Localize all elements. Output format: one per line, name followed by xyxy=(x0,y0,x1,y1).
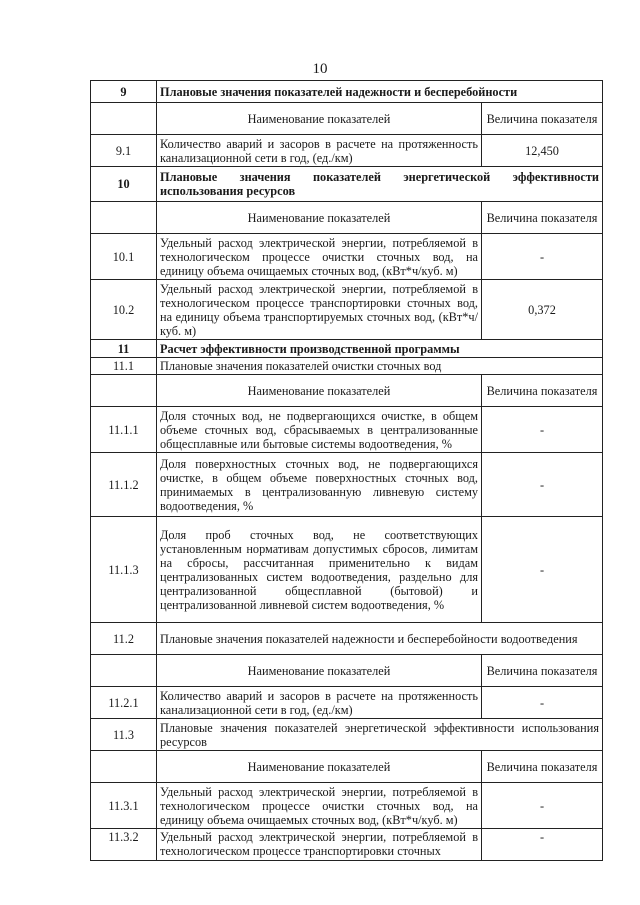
row-number: 11 xyxy=(91,340,157,358)
indicator-name: Удельный расход электрической энергии, потребляемой в технологическом процессе очистки сточных вод, на единицу объема очищаемых сточных вод, (кВт*ч/куб. м) xyxy=(157,234,482,280)
column-header-value: Величина показателя xyxy=(482,103,603,135)
row-number: 10.1 xyxy=(91,234,157,280)
column-header-name: Наименование показателей xyxy=(157,103,482,135)
indicator-value: 0,372 xyxy=(482,280,603,340)
blank-cell xyxy=(91,202,157,234)
column-header-name: Наименование показателей xyxy=(157,375,482,407)
table-row xyxy=(91,234,603,280)
blank-cell xyxy=(91,375,157,407)
blank-cell xyxy=(91,751,157,783)
row-number: 11.1.1 xyxy=(91,407,157,453)
row-number: 11.1 xyxy=(91,358,157,375)
indicator-name: Доля сточных вод, не подвергающихся очистке, в общем объеме сточных вод, сбрасываемых в централизованные общесплавные или бытовые системы водоотведения, % xyxy=(157,407,482,453)
table-row xyxy=(91,358,603,375)
table-row xyxy=(91,340,603,358)
indicator-value: - xyxy=(482,687,603,719)
table-header-row xyxy=(91,375,603,407)
table-row xyxy=(91,280,603,340)
row-number: 11.2 xyxy=(91,623,157,655)
indicator-value: 12,450 xyxy=(482,135,603,167)
table-row xyxy=(91,687,603,719)
table-row xyxy=(91,135,603,167)
table-header-row xyxy=(91,103,603,135)
indicator-name: Удельный расход электрической энергии, потребляемой в технологическом процессе очистки сточных вод, на единицу объема очищаемых сточных вод, (кВт*ч/куб. м) xyxy=(157,783,482,829)
row-number: 11.2.1 xyxy=(91,687,157,719)
row-number: 10.2 xyxy=(91,280,157,340)
subsection-title: Плановые значения показателей надежности и бесперебойности водоотведения xyxy=(157,623,603,655)
page-number: 10 xyxy=(312,61,328,77)
subsection-title: Плановые значения показателей энергетической эффективности использования ресурсов xyxy=(157,719,603,751)
column-header-name: Наименование показателей xyxy=(157,655,482,687)
table-row xyxy=(91,517,603,623)
indicator-value: - xyxy=(482,407,603,453)
blank-cell xyxy=(91,103,157,135)
row-number: 9.1 xyxy=(91,135,157,167)
column-header-value: Величина показателя xyxy=(482,375,603,407)
indicator-name: Количество аварий и засоров в расчете на протяженность канализационной сети в год, (ед./км) xyxy=(157,687,482,719)
row-number: 11.1.2 xyxy=(91,453,157,517)
indicator-name: Удельный расход электрической энергии, потребляемой в технологическом процессе транспортировки сточных xyxy=(157,829,482,861)
section-title: Расчет эффективности производственной программы xyxy=(157,340,603,358)
table-row xyxy=(91,623,603,655)
table-row xyxy=(91,783,603,829)
indicator-name: Количество аварий и засоров в расчете на протяженность канализационной сети в год, (ед./км) xyxy=(157,135,482,167)
section-title: Плановые значения показателей энергетической эффективности использования ресурсов xyxy=(157,167,603,202)
indicator-value: - xyxy=(482,517,603,623)
table-header-row xyxy=(91,202,603,234)
row-number: 11.3.2 xyxy=(91,829,157,861)
table-row xyxy=(91,719,603,751)
table-row xyxy=(91,167,603,202)
indicator-value: - xyxy=(482,829,603,861)
table-row xyxy=(91,81,603,103)
table-row xyxy=(91,407,603,453)
row-number: 10 xyxy=(91,167,157,202)
column-header-value: Величина показателя xyxy=(482,655,603,687)
table-row xyxy=(91,829,603,861)
column-header-value: Величина показателя xyxy=(482,751,603,783)
indicators-table xyxy=(90,80,603,861)
table-header-row xyxy=(91,751,603,783)
column-header-name: Наименование показателей xyxy=(157,202,482,234)
column-header-value: Величина показателя xyxy=(482,202,603,234)
row-number: 11.1.3 xyxy=(91,517,157,623)
table-row xyxy=(91,453,603,517)
blank-cell xyxy=(91,655,157,687)
row-number: 11.3.1 xyxy=(91,783,157,829)
indicator-name: Доля проб сточных вод, не соответствующих установленным нормативам допустимых сбросов, лимитам на сбросы, рассчитанная применительно к видам централизованных систем водоотведения, раздельно для централизованной общесплавной (бытовой) и централизованной ливневой систем водоотведения, % xyxy=(157,517,482,623)
indicator-value: - xyxy=(482,783,603,829)
subsection-title: Плановые значения показателей очистки сточных вод xyxy=(157,358,603,375)
table-header-row xyxy=(91,655,603,687)
row-number: 9 xyxy=(91,81,157,103)
indicator-value: - xyxy=(482,234,603,280)
row-number: 11.3 xyxy=(91,719,157,751)
section-title: Плановые значения показателей надежности и бесперебойности xyxy=(157,81,603,103)
indicator-value: - xyxy=(482,453,603,517)
column-header-name: Наименование показателей xyxy=(157,751,482,783)
indicator-name: Доля поверхностных сточных вод, не подвергающихся очистке, в общем объеме поверхностных сточных вод, принимаемых в централизованную ливневую систему водоотведения, % xyxy=(157,453,482,517)
indicator-name: Удельный расход электрической энергии, потребляемой в технологическом процессе транспортировки сточных вод, на единицу объема транспортируемых сточных вод, (кВт*ч/куб. м) xyxy=(157,280,482,340)
